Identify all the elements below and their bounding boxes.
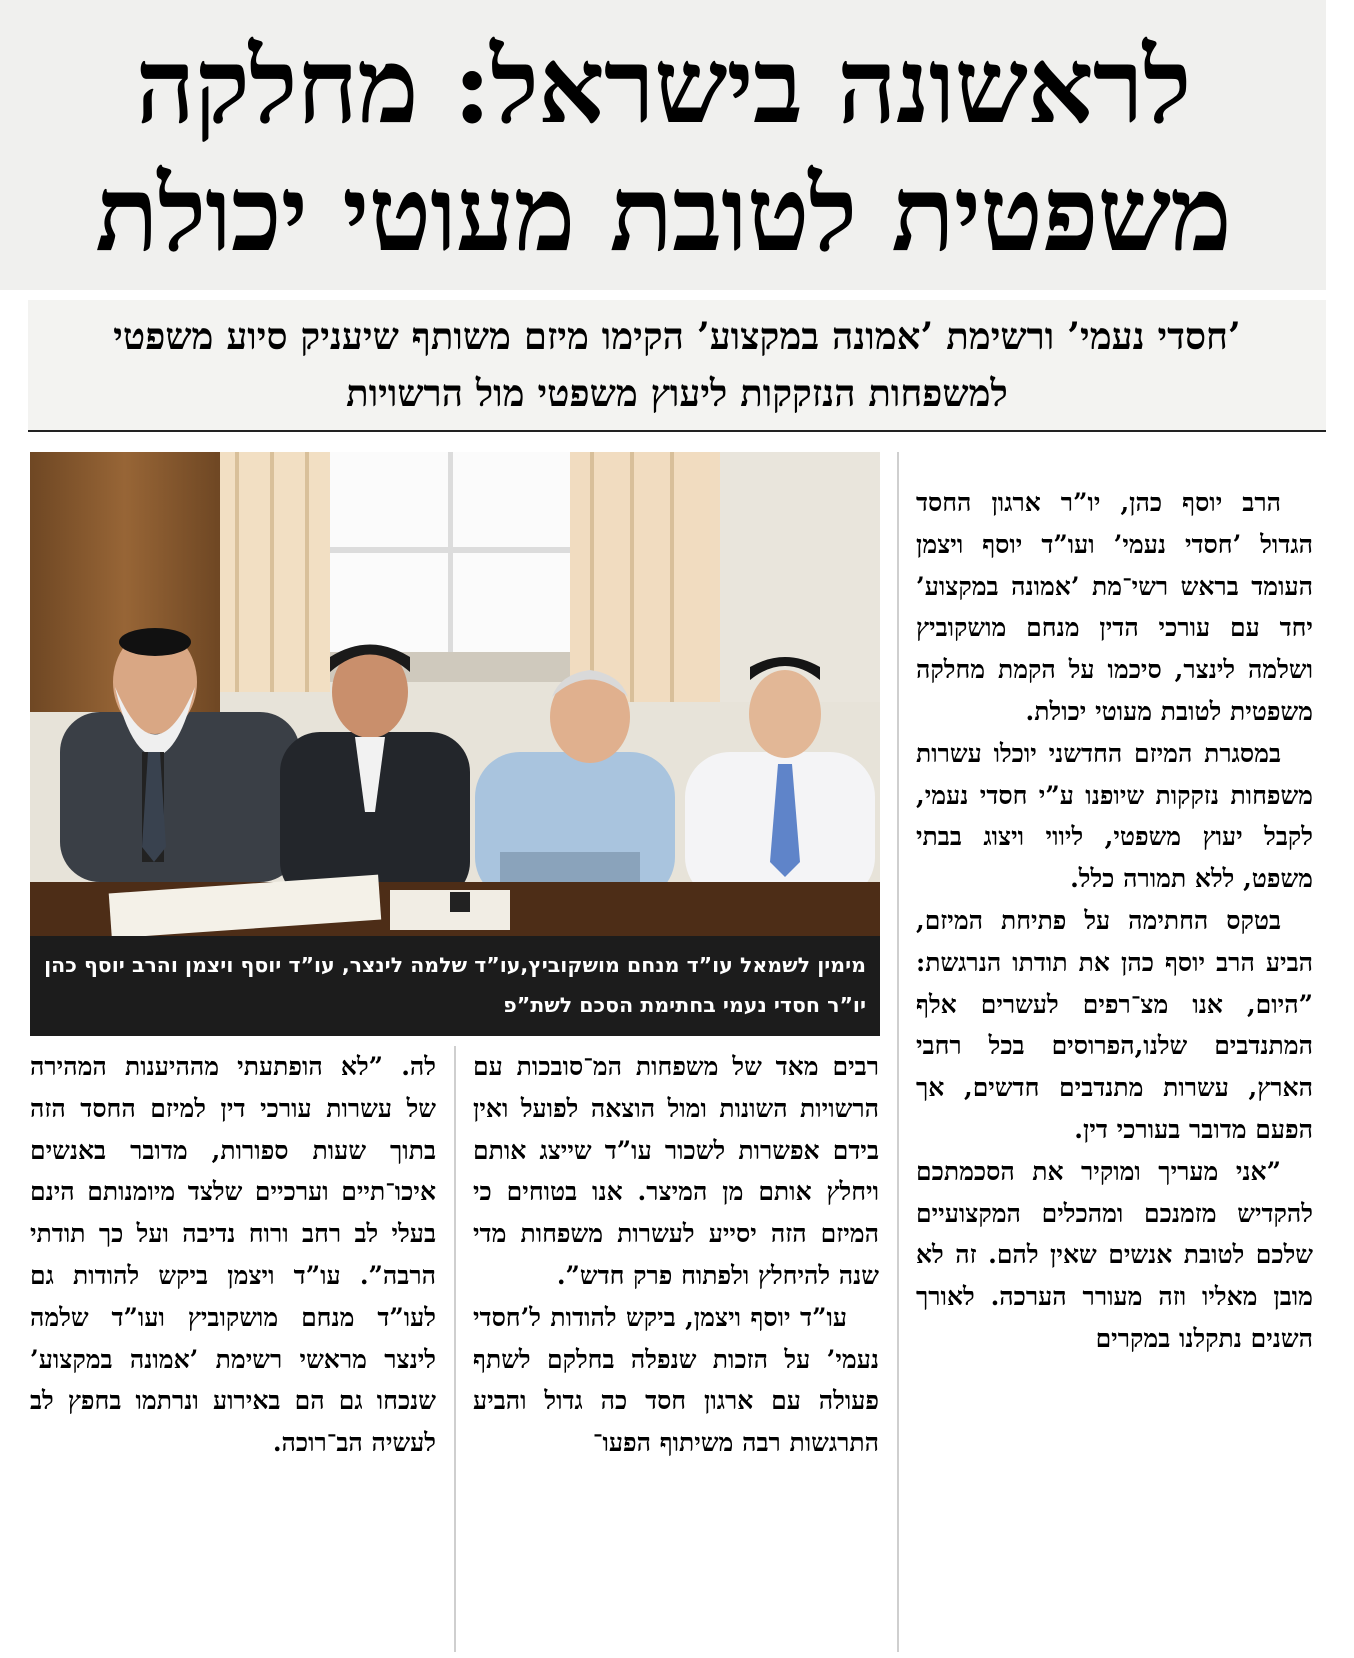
headline-line-1: לראשונה בישראל: מחלקה (135, 24, 1191, 147)
paragraph: במסגרת המיזם החדשני יוכלו עשרות משפחות נזקקות שיופנו ע”י חסדי נעמי, לקבל יעוץ משפטי, ליווי ויצוג בבתי משפט, ללא תמורה כלל. (916, 738, 1313, 894)
photo-caption: מימין לשמאל עו”ד מנחם מושקוביץ,עו”ד שלמה לינצר, עו”ד יוסף ויצמן והרב יוסף כהן יו”ר חסדי נעמי בחתימת הסכם לשת”פ (30, 936, 880, 1036)
article-column-middle (473, 1046, 879, 1651)
paragraph: הרב יוסף כהן, יו”ר ארגון החסד הגדול ’חסדי נעמי’ ועו”ד יוסף ויצמן העומד בראש רשי־מת ’אמונה במקצוע’ יחד עם עורכי הדין מנחם מושקוביץ ושלמה לינצר, סיכמו על הקמת מחלקה משפטית לטובת מעוטי יכולת. (916, 488, 1313, 726)
subheadline: ’חסדי נעמי’ ורשימת ’אמונה במקצוע’ הקימו מיזם משותף שיעניק סיוע משפטי למשפחות הנזקקות ליעוץ משפטי מול הרשויות (113, 314, 1241, 415)
headline-line-2: משפטית לטובת מעוטי יכולת (95, 152, 1231, 275)
column-divider (897, 452, 899, 1652)
article-column-left (30, 1046, 436, 1651)
article-column-right (916, 482, 1313, 1652)
paragraph: עו”ד יוסף ויצמן, ביקש להודות ל’חסדי נעמי’ על הזכות שנפלה בחלקם לשתף פעולה עם ארגון חסד כה גדול והביע התרגשות רבה משיתוף הפעו־ (473, 1302, 879, 1458)
paragraph: בטקס החתימה על פתיחת המיזם, הביע הרב יוסף כהן את תודתו הנרגשת: ”היום, אנו מצ־רפים לעשרים אלף המתנדבים שלנו,הפרוסים בכל רחבי הארץ, עשרות מתנדבים חדשים, אך הפעם מדובר בעורכי דין. (916, 905, 1313, 1144)
subheadline-box (28, 300, 1326, 432)
column-divider (454, 1046, 456, 1652)
paragraph: לה. ”לא הופתעתי מההיענות המהירה של עשרות עורכי דין למיזם החסד הזה בתוך שעות ספורות, מדובר באנשים איכו־תיים וערכיים שלצד מיומנותם הינם בעלי לב רחב ורוח נדיבה ועל כך תודתי הרבה”. עו”ד ויצמן ביקש להודות גם לעו”ד מנחם מושקוביץ ועו”ד שלמה לינצר מראשי רשימת ’אמונה במקצוע’ שנכחו גם הם באירוע ונרתמו בחפץ לב לעשיה הב־רוכה. (30, 1052, 436, 1458)
paragraph: רבים מאד של משפחות המ־סובכות עם הרשויות השונות ומול הוצאה לפועל ואין בידם אפשרות לשכור עו”ד שייצג אותם ויחלץ אותם מן המיצר. אנו בטוחים כי המיזם הזה יסייע לעשרות משפחות מדי שנה להיחלץ ולפתוח פרק חדש”. (473, 1052, 879, 1290)
paragraph: ”אני מעריך ומוקיר את הסכמתכם להקדיש מזמנכם ומהכלים המקצועיים שלכם לטובת אנשים שאין להם. זה לא מובן מאליו וזה מעורר הערכה. לאורך השנים נתקלנו במקרים (916, 1156, 1313, 1353)
headline-box (0, 0, 1326, 290)
meeting-photo (30, 452, 880, 936)
photo-box (30, 452, 880, 1036)
